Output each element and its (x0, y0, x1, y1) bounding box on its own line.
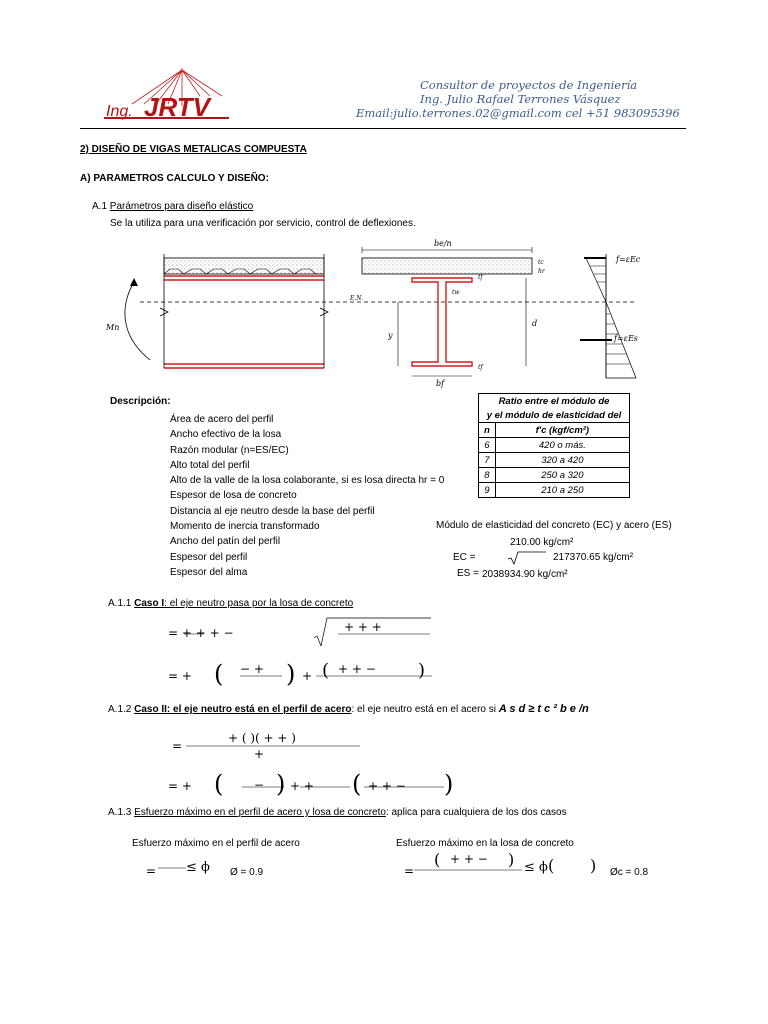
case3-number: A.1.3 (108, 807, 132, 818)
desc-item: Distancia al eje neutro desde la base del perfil (170, 505, 375, 517)
paren-open: ( (322, 660, 330, 681)
case2-eq2: = + (168, 779, 192, 793)
label-fc: f=εEc (616, 255, 641, 264)
label-fs: f=εEs (614, 334, 638, 343)
paren-close: ) (590, 856, 597, 875)
case2-eq1-line (186, 744, 362, 748)
label-tc: tc (538, 259, 544, 266)
section-title: 2) DISEÑO DE VIGAS METALICAS COMPUESTA (80, 144, 307, 155)
fc-value: 210.00 kg/cm² (510, 537, 574, 548)
desc-item: Alto de la valle de la losa colaborante, si es losa directa hr = 0 (170, 475, 445, 487)
stress-triangle (586, 258, 636, 378)
ratio-col-n: n (479, 423, 496, 438)
label-hr: hr (538, 268, 545, 275)
paren-open: ( (548, 856, 555, 875)
conc-frac-line (414, 868, 524, 872)
case2-eq2b: − (254, 778, 265, 792)
case1-eq1-lines (172, 616, 432, 646)
table-row: 8 250 a 320 (479, 468, 630, 483)
label-be-n: be/n (434, 239, 452, 248)
paren-close: ) (286, 660, 296, 688)
ratio-table (478, 393, 630, 498)
paren-open: ( (214, 660, 224, 688)
paren-open: ( (214, 770, 224, 798)
case3-heading (108, 807, 567, 818)
paren-close: ) (418, 660, 426, 681)
logo-jrtv: JRTV (144, 92, 210, 122)
header-consultor: Consultor de proyectos de Ingeniería (420, 78, 638, 92)
composite-beam-diagram (100, 236, 660, 396)
moment-arrow (125, 282, 150, 360)
descripcion-label: Descripción: (110, 396, 171, 407)
label-mn: Mn (106, 323, 120, 332)
a1-title: Parámetros para diseño elástico (109, 201, 254, 212)
case2-number: A.1.2 (108, 704, 132, 715)
label-bf: bf (436, 379, 445, 388)
desc-item: Ancho del patín del perfil (170, 536, 281, 548)
table-row: 6 420 o más. (479, 438, 630, 453)
table-row: 7 320 a 420 (479, 453, 630, 468)
case2-condition: A s d ≥ t c ² b e /n (498, 703, 589, 715)
ratio-title-1: Ratio entre el módulo de (479, 394, 630, 409)
case3-text: : aplica para cualquiera de los dos casos (385, 807, 567, 818)
logo-ing: Ing. (106, 103, 133, 120)
paren-close: ) (276, 770, 286, 798)
case1-eq2-lines (238, 672, 434, 680)
es-label: ES = (457, 568, 479, 579)
steel-leq-phi: ≤ ϕ (186, 860, 210, 875)
case2-eq1b: + (254, 747, 265, 761)
steel-stress-label: Esfuerzo máximo en el perfil de acero (132, 838, 300, 849)
phi-steel: Ø = 0.9 (230, 867, 264, 878)
label-tf-top: tf (478, 274, 483, 281)
ec-value: 217370.65 kg/cm² (553, 552, 634, 563)
ec-label: EC = (453, 552, 476, 563)
equals-sign: = (172, 739, 183, 753)
conc-leq-phi: ≤ ϕ (524, 860, 548, 875)
a1-heading (92, 201, 253, 212)
header-rule (80, 128, 686, 129)
desc-item: Espesor de losa de concreto (170, 490, 297, 502)
desc-item: Alto total del perfil (170, 459, 250, 471)
jrtv-logo (104, 66, 234, 126)
header-contact: Email:julio.terrones.02@gmail.com cel +51 983095396 (356, 106, 680, 120)
case2-eq2-lines (234, 784, 454, 790)
descripcion-list (170, 412, 444, 580)
concrete-stress-label: Esfuerzo máximo en la losa de concreto (396, 838, 574, 849)
desc-item: Razón modular (n=ES/EC) (170, 444, 289, 456)
case2-eq1a: + ( )( + + ) (228, 731, 296, 745)
cross-slab (362, 258, 532, 274)
a1-number: A.1 (92, 201, 108, 212)
case2-text: : el eje neutro está en el acero si (351, 704, 496, 715)
section-subtitle: A) PARAMETROS CALCULO Y DISEÑO: (80, 173, 269, 184)
label-tw: tw (452, 289, 460, 296)
modulus-title: Módulo de elasticidad del concreto (EC) y acero (ES) (436, 520, 672, 531)
paren-close: ) (508, 850, 515, 869)
es-value: 2038934.90 kg/cm² (482, 569, 568, 580)
label-y: y (388, 331, 393, 340)
a1-text: Se la utiliza para una verificación por servicio, control de deflexiones. (110, 218, 416, 229)
table-row: 9 210 a 250 (479, 483, 630, 498)
desc-item: Espesor del perfil (170, 551, 248, 563)
case2-title: Caso II: el eje neutro está en el perfil de acero (134, 704, 352, 715)
case2-eq2d: + + − (368, 779, 406, 793)
case1-eq1: = + + + − (168, 626, 234, 640)
case2-heading (108, 703, 589, 715)
desc-item: Espesor del alma (170, 566, 248, 578)
paren-open: ( (434, 850, 441, 869)
paren-open: ( (352, 770, 362, 798)
case1-eq2c: + (302, 669, 313, 683)
paren-close: ) (444, 770, 454, 798)
label-d: d (532, 319, 538, 328)
desc-item: Momento de inercia transformado (170, 521, 320, 533)
case1-eq2b: − + (240, 662, 264, 676)
equals-sign: = (146, 864, 157, 878)
case1-heading (108, 598, 353, 609)
case2-eq2c: + + (290, 779, 314, 793)
label-en: E.N. (350, 295, 364, 302)
conc-num: + + − (450, 852, 488, 866)
case1-eq2d: + + − (338, 662, 376, 676)
ratio-col-fc: f'c (kgf/cm²) (495, 423, 629, 438)
ratio-title-2: y el módulo de elasticidad del (479, 408, 630, 423)
phi-concrete: Øc = 0.8 (610, 867, 649, 878)
label-tf-bot: tf (478, 364, 483, 371)
desc-item: Área de acero del perfil (170, 414, 274, 425)
desc-item: Ancho efectivo de la losa (170, 429, 282, 441)
case3-title: Esfuerzo máximo en el perfil de acero y losa de concreto (134, 807, 386, 818)
steel-frac-line (158, 866, 188, 870)
case1-eq2: = + (168, 669, 192, 683)
case1-number: A.1.1 (108, 598, 132, 609)
case1-title: Caso I (134, 598, 165, 609)
steel-section (412, 278, 472, 366)
case1-eq1b: + + + (344, 620, 382, 634)
header-name: Ing. Julio Rafael Terrones Vásquez (420, 92, 621, 106)
case1-text: : el eje neutro pasa por la losa de concreto (164, 598, 354, 609)
equals-sign: = (404, 864, 415, 878)
sqrt-symbol (506, 551, 548, 565)
